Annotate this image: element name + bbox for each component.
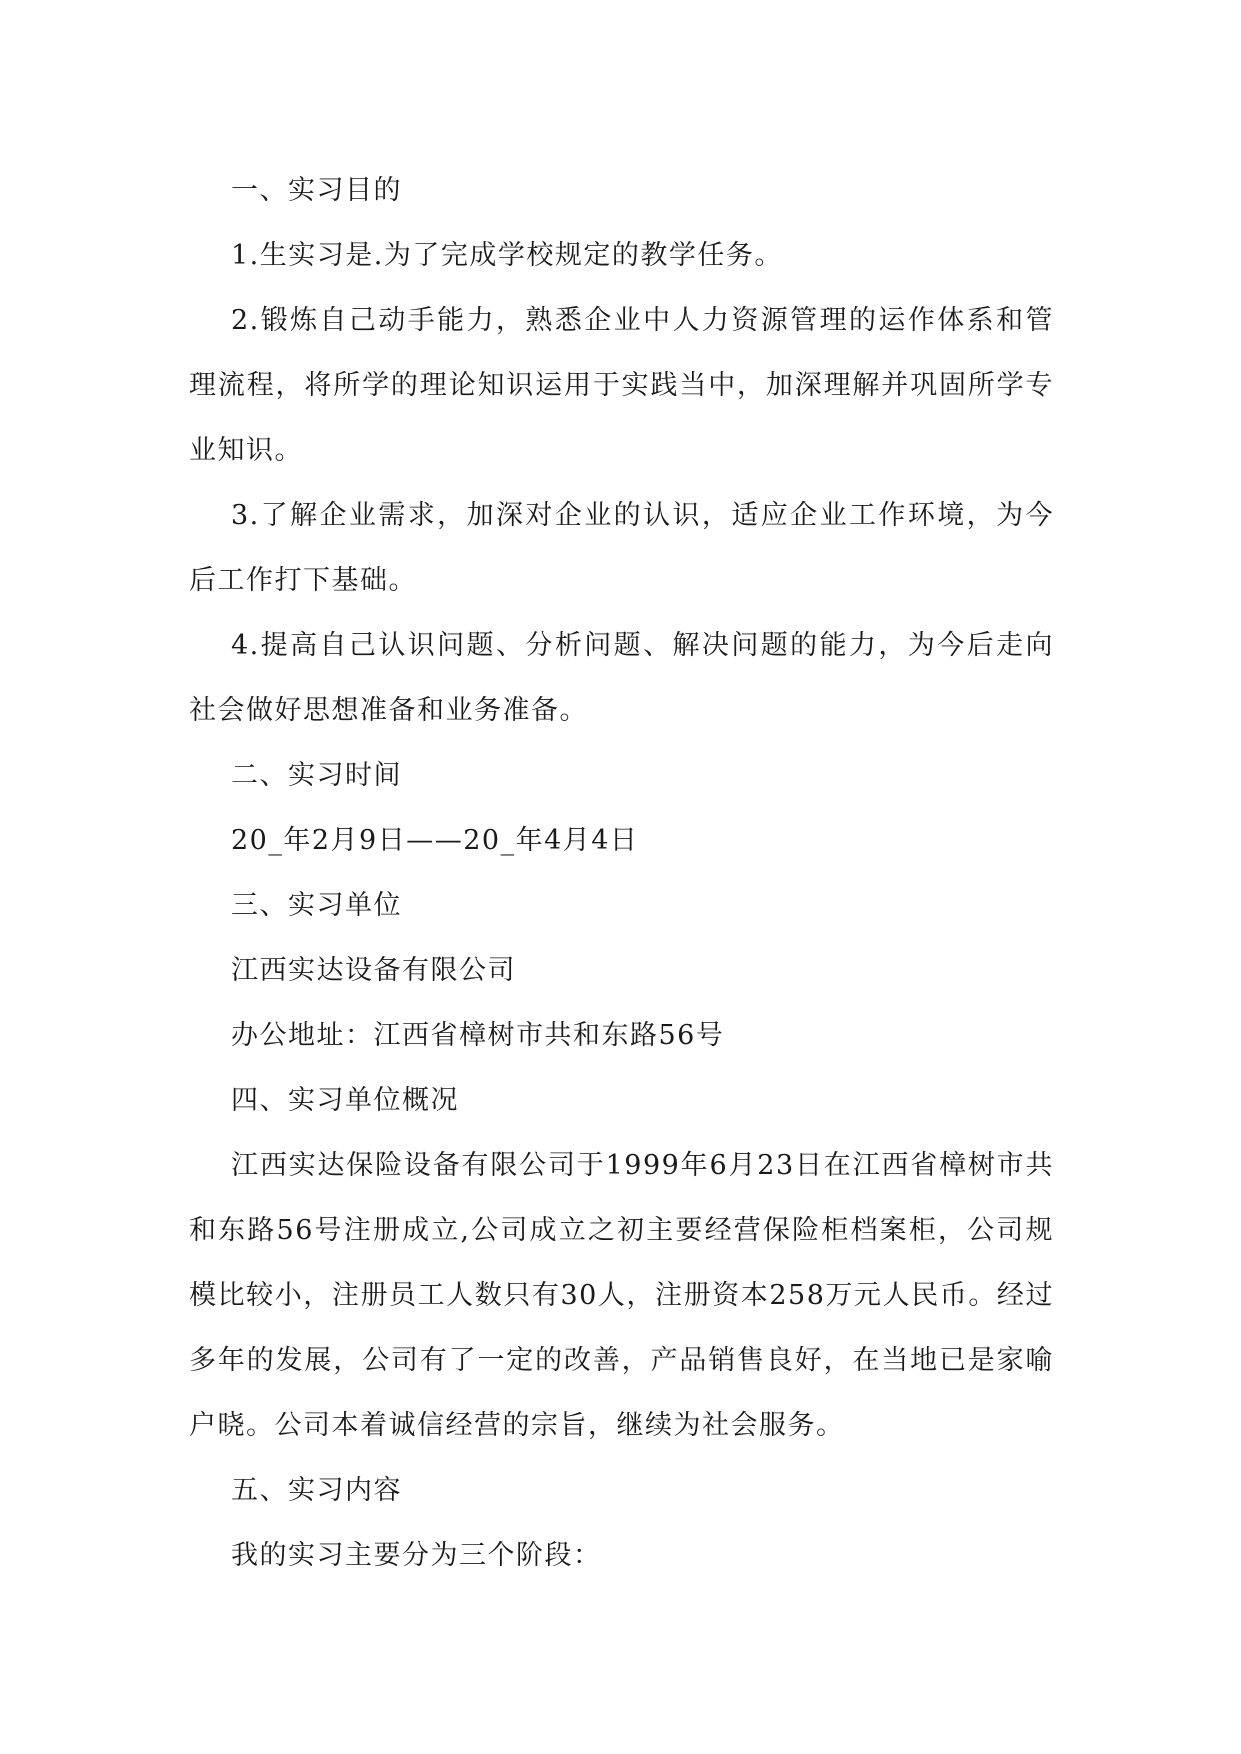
section-heading-time: 二、实习时间 <box>231 760 402 791</box>
section-heading-content: 五、实习内容 <box>231 1475 402 1506</box>
paragraph-time: 20_年2月9日——20_年4月4日 <box>231 825 639 856</box>
paragraph-content-intro: 我的实习主要分为三个阶段： <box>231 1540 602 1571</box>
section-heading-purpose: 一、实习目的 <box>231 175 402 206</box>
paragraph-purpose-1: 1.生实习是.为了完成学校规定的教学任务。 <box>231 240 783 271</box>
paragraph-purpose-4: 4.提高自己认识问题、分析问题、解决问题的能力，为今后走向社会做好思想准备和业务准备。 <box>189 630 1054 726</box>
section-heading-unit: 三、实习单位 <box>231 890 402 921</box>
paragraph-purpose-3: 3.了解企业需求，加深对企业的认识，适应企业工作环境，为今后工作打下基础。 <box>189 500 1054 596</box>
paragraph-overview: 江西实达保险设备有限公司于1999年6月23日在江西省樟树市共和东路56号注册成立,公司成立之初主要经营保险柜档案柜，公司规模比较小，注册员工人数只有30人，注册资本258万元人民币。经过多年的发展，公司有了一定的改善，产品销售良好，在当地已是家喻户晓。公司本着诚信经营的宗旨，继续为社会服务。 <box>189 1150 1054 1441</box>
document-body <box>189 158 1054 1588</box>
section-heading-overview: 四、实习单位概况 <box>231 1085 459 1116</box>
paragraph-address: 办公地址：江西省樟树市共和东路56号 <box>231 1020 725 1051</box>
paragraph-purpose-2: 2.锻炼自己动手能力，熟悉企业中人力资源管理的运作体系和管理流程，将所学的理论知识运用于实践当中，加深理解并巩固所学专业知识。 <box>189 305 1054 466</box>
paragraph-company-name: 江西实达设备有限公司 <box>231 955 516 986</box>
